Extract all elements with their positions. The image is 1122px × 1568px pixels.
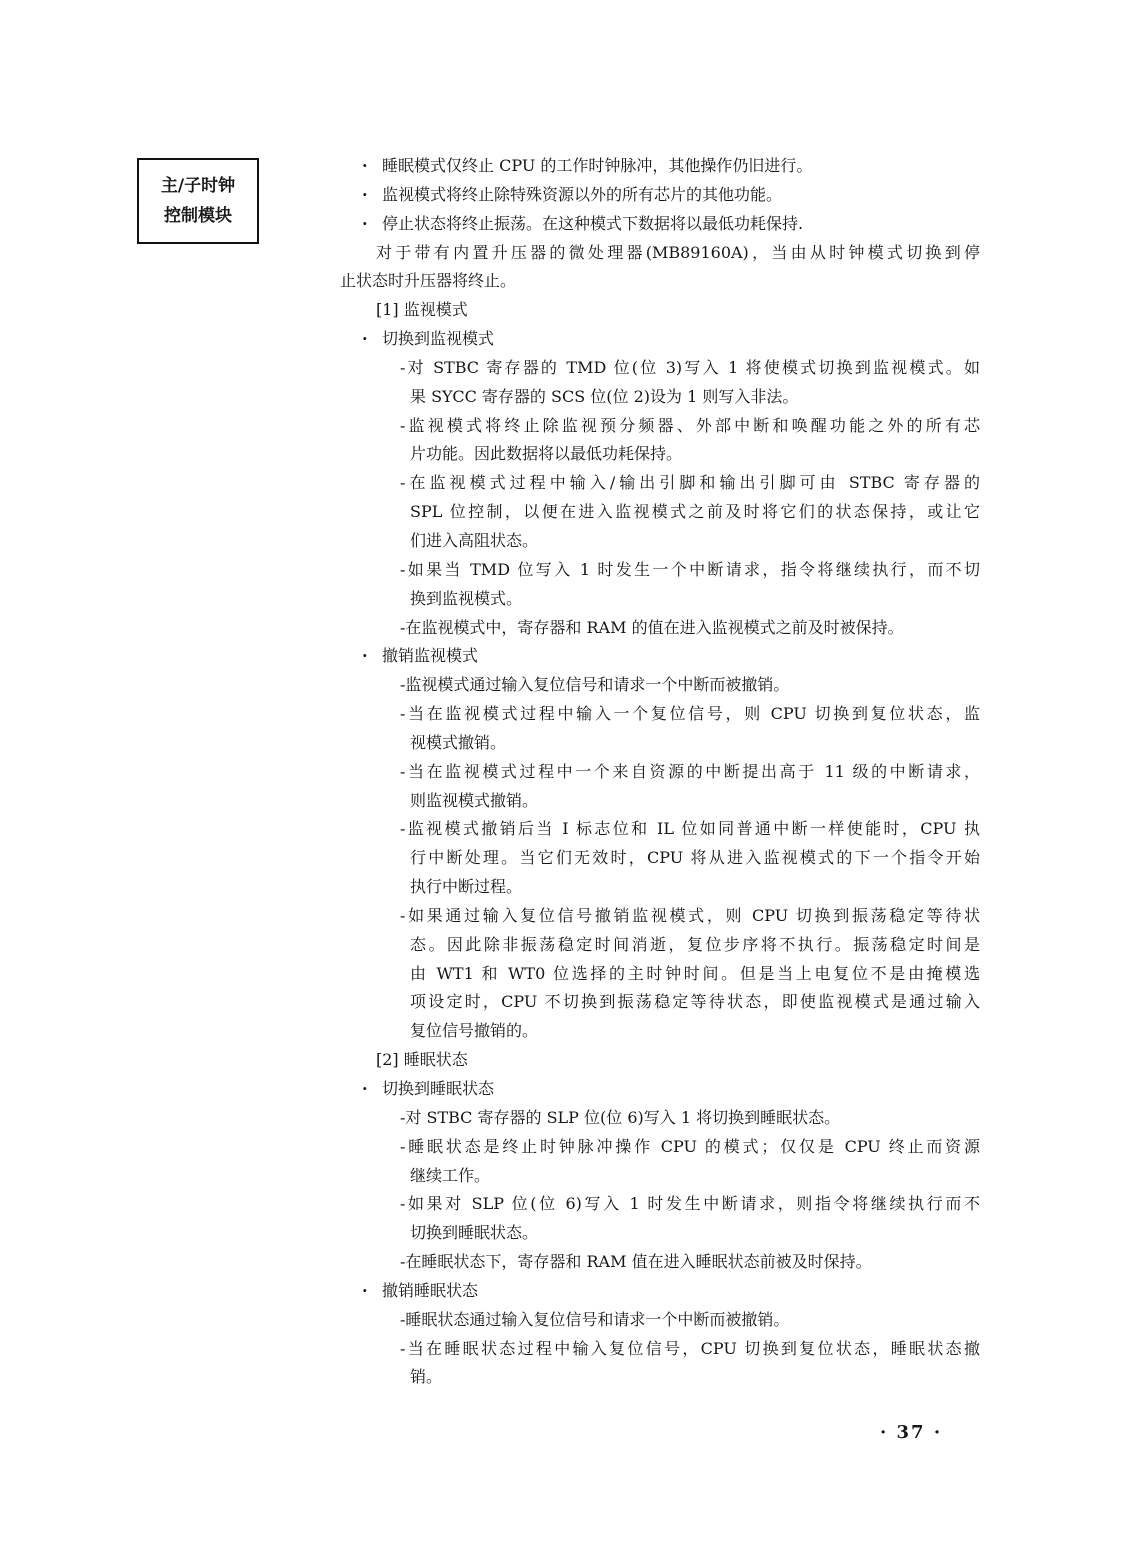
paragraph-booster-cont: 止状态时升压器将终止。	[340, 271, 517, 291]
list-item-cont: 换到监视模式。	[410, 588, 523, 608]
list-item-cont: 项设定时，CPU 不切换到振荡稳定等待状态，即使监视模式是通过输入	[410, 992, 980, 1012]
list-item: -睡眠状态通过输入复位信号和请求一个中断而被撤销。	[400, 1309, 790, 1329]
heading-watch-mode: [1] 监视模式	[376, 300, 468, 320]
list-item: -当在监视模式过程中一个来自资源的中断提出高于 11 级的中断请求，	[400, 761, 980, 781]
list-item: -对 STBC 寄存器的 TMD 位(位 3)写入 1 将使模式切换到监视模式。如	[400, 357, 980, 377]
list-item: -如果对 SLP 位(位 6)写入 1 时发生中断请求，则指令将继续执行而不	[400, 1194, 980, 1214]
main-text	[340, 152, 980, 1392]
list-item: -监视模式通过输入复位信号和请求一个中断而被撤销。	[400, 675, 790, 695]
list-item: -监视模式撤销后当 I 标志位和 IL 位如同普通中断一样使能时，CPU 执	[400, 819, 980, 839]
list-item-cont: 复位信号撤销的。	[410, 1021, 539, 1041]
list-item: -睡眠状态是终止时钟脉冲操作 CPU 的模式；仅仅是 CPU 终止而资源	[400, 1136, 980, 1156]
list-item-cont: 视模式撤销。	[410, 732, 507, 752]
list-item-cont: 们进入高阻状态。	[410, 530, 539, 550]
list-item-cont: 片功能。因此数据将以最低功耗保持。	[410, 444, 683, 464]
list-item: -监视模式将终止除监视预分频器、外部中断和唤醒功能之外的所有芯	[400, 415, 980, 435]
list-item: -当在睡眠状态过程中输入复位信号，CPU 切换到复位状态，睡眠状态撤	[400, 1338, 980, 1358]
subheading-cancel-watch: · 撤销监视模式	[340, 642, 980, 671]
bullet-watch-mode: · 监视模式将终止除特殊资源以外的所有芯片的其他功能。	[340, 181, 980, 210]
bullet-sleep-mode: · 睡眠模式仅终止 CPU 的工作时钟脉冲，其他操作仍旧进行。	[340, 152, 980, 181]
list-item-cont: 则监视模式撤销。	[410, 790, 539, 810]
list-item-cont: 切换到睡眠状态。	[410, 1223, 539, 1243]
list-item: -在睡眠状态下，寄存器和 RAM 值在进入睡眠状态前被及时保持。	[400, 1252, 872, 1272]
list-item-cont: 果 SYCC 寄存器的 SCS 位(位 2)设为 1 则写入非法。	[410, 386, 799, 406]
paragraph-booster: 对于带有内置升压器的微处理器(MB89160A)，当由从时钟模式切换到停	[376, 242, 980, 262]
list-item-cont: 由 WT1 和 WT0 位选择的主时钟时间。但是当上电复位不是由掩模选	[410, 963, 980, 983]
subheading-switch-to-sleep: · 切换到睡眠状态	[340, 1075, 980, 1104]
section-label-box	[137, 158, 259, 244]
bullet-stop-state: · 停止状态将终止振荡。在这种模式下数据将以最低功耗保持.	[340, 210, 980, 239]
heading-sleep-state: [2] 睡眠状态	[376, 1050, 468, 1070]
subheading-switch-to-watch: · 切换到监视模式	[340, 325, 980, 354]
list-item-cont: SPL 位控制，以便在进入监视模式之前及时将它们的状态保持，或让它	[410, 502, 980, 522]
list-item-cont: 行中断处理。当它们无效时，CPU 将从进入监视模式的下一个指令开始	[410, 848, 980, 868]
list-item: -对 STBC 寄存器的 SLP 位(位 6)写入 1 将切换到睡眠状态。	[400, 1107, 841, 1127]
subheading-cancel-sleep: · 撤销睡眠状态	[340, 1277, 980, 1306]
list-item: -如果当 TMD 位写入 1 时发生一个中断请求，指令将继续执行，而不切	[400, 559, 980, 579]
page-number: · 37 ·	[880, 1422, 943, 1443]
section-label-line1: 主/子时钟	[160, 176, 236, 196]
list-item: -在监视模式中，寄存器和 RAM 的值在进入监视模式之前及时被保持。	[400, 617, 904, 637]
list-item: -当在监视模式过程中输入一个复位信号，则 CPU 切换到复位状态，监	[400, 704, 980, 724]
list-item: -如果通过输入复位信号撤销监视模式，则 CPU 切换到振荡稳定等待状	[400, 905, 980, 925]
list-item: -在监视模式过程中输入/输出引脚和输出引脚可由 STBC 寄存器的	[400, 473, 980, 493]
list-item-cont: 执行中断过程。	[410, 877, 523, 897]
list-item-cont: 继续工作。	[410, 1165, 491, 1185]
list-item-cont: 态。因此除非振荡稳定时间消逝，复位步序将不执行。振荡稳定时间是	[410, 934, 980, 954]
list-item-cont: 销。	[410, 1367, 443, 1387]
section-label-line2: 控制模块	[164, 206, 232, 226]
